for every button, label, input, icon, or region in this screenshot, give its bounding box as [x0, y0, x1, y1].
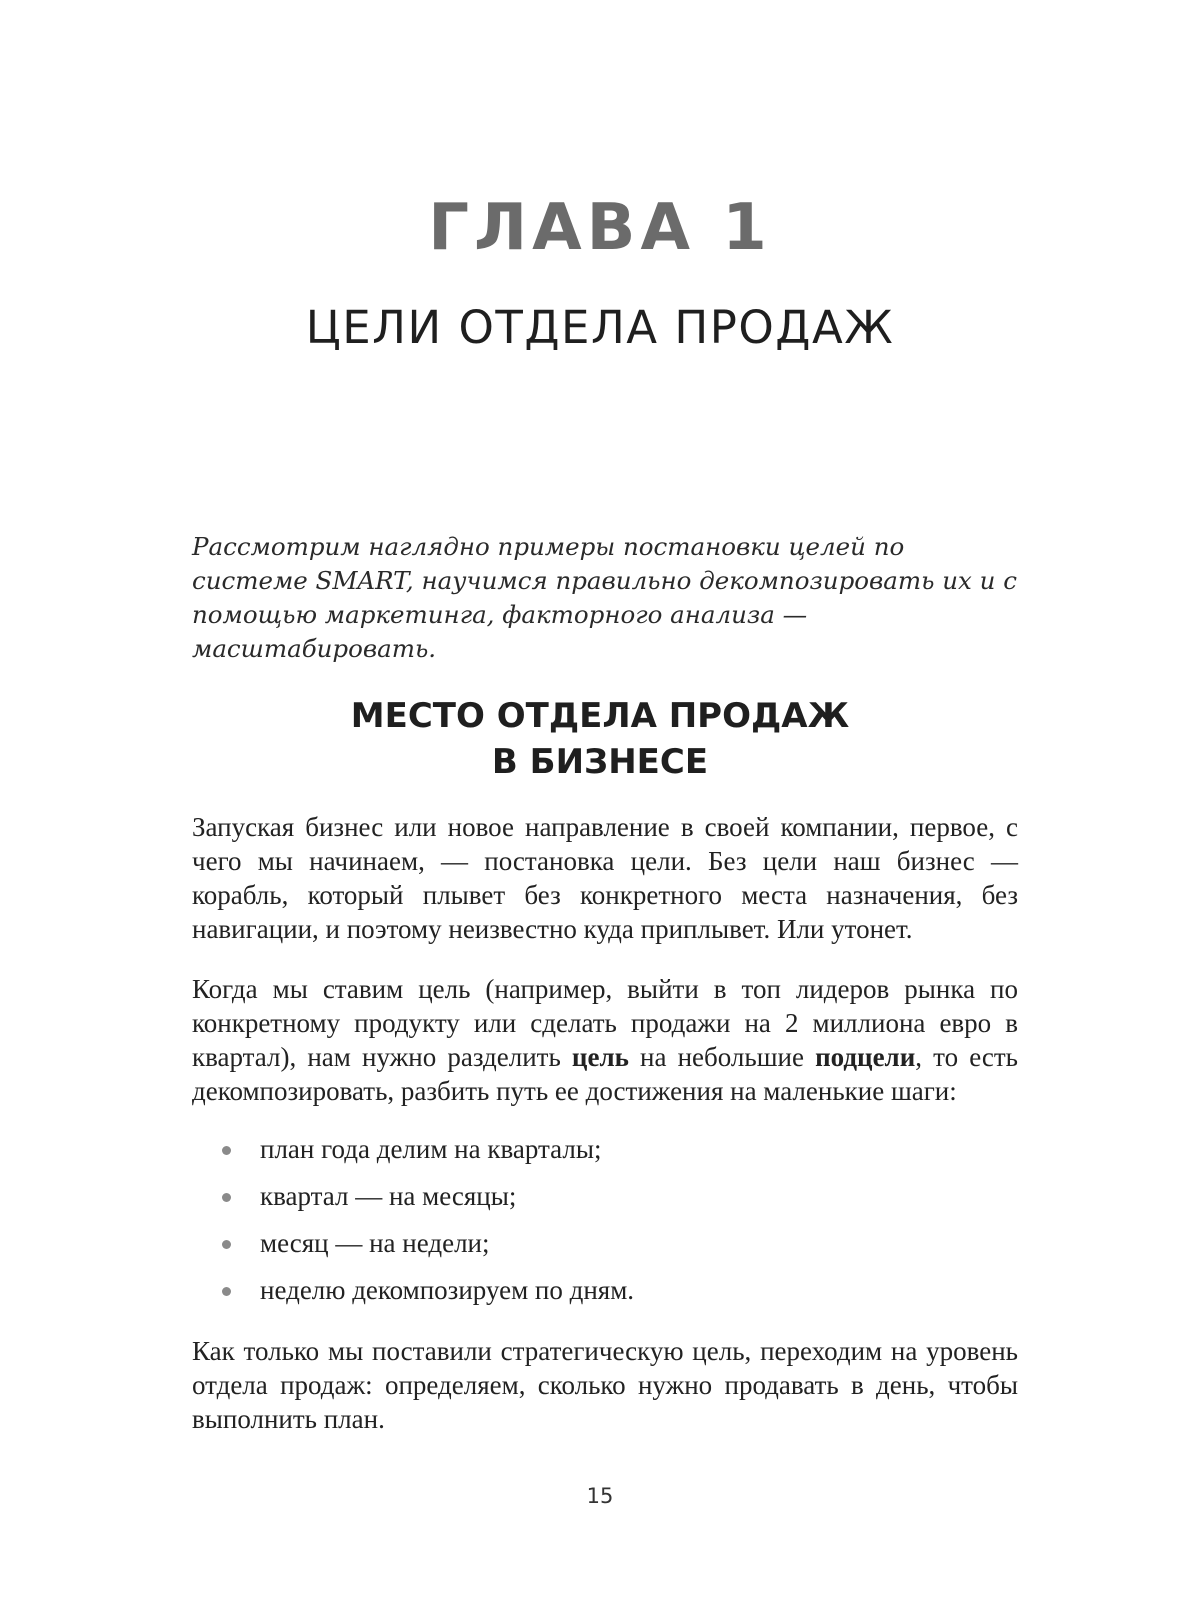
chapter-title: ЦЕЛИ ОТДЕЛА ПРОДАЖ [305, 301, 895, 354]
section-heading-line-2: В БИЗНЕСЕ [491, 742, 709, 782]
section-heading-line-1: МЕСТО ОТДЕЛА ПРОДАЖ [350, 696, 850, 736]
decomposition-list [222, 1132, 634, 1320]
paragraph-intro: Запуская бизнес или новое направление в своей компании, первое, с чего мы начинаем, — постановка цели. Без цели наш бизнес — корабль, который плывет без конкретного места назначения, без навигации, и поэтому неизвестно куда приплывет. Или утонет. [192, 812, 1018, 944]
paragraph-goal-decomposition [192, 972, 1018, 1108]
paragraph-strategic-goal: Как только мы поставили стратегическую цель, переходим на уровень отдела продаж: определяем, сколько нужно продавать в день, чтобы выполнить план. [192, 1336, 1018, 1434]
bullet-dot-icon [222, 1240, 231, 1249]
page-number: 15 [586, 1484, 614, 1508]
paragraph-text: на небольшие [628, 1042, 816, 1072]
chapter-epigraph: Рассмотрим наглядно примеры постановки целей по системе SMART, научимся правильно декомпозировать их и с помощью маркетинга, факторного анализа — масштабировать. [192, 532, 1017, 663]
bullet-dot-icon [222, 1146, 231, 1155]
bold-term-subgoals: подцели [815, 1042, 916, 1072]
list-item [222, 1132, 634, 1179]
list-item [222, 1226, 634, 1273]
list-item [222, 1273, 634, 1320]
list-item-text: квартал — на месяцы; [260, 1181, 517, 1211]
chapter-label: ГЛАВА 1 [428, 191, 772, 265]
list-item [222, 1179, 634, 1226]
bullet-dot-icon [222, 1193, 231, 1202]
list-item-text: месяц — на недели; [260, 1228, 490, 1258]
list-item-text: план года делим на кварталы; [260, 1134, 602, 1164]
paragraph-text: , то есть декомпозировать, разбить путь ее достижения на маленькие шаги: [192, 1042, 1018, 1106]
section-heading [0, 693, 1200, 785]
bullet-dot-icon [222, 1287, 231, 1296]
paragraph-text: Когда мы ставим цель (например, выйти в топ лидеров рынка по конкретному продукту или сделать продажи на 2 миллиона евро в квартал), нам нужно разделить [192, 974, 1018, 1072]
bold-term-goal: цель [571, 1042, 629, 1072]
list-item-text: неделю декомпозируем по дням. [260, 1275, 635, 1305]
